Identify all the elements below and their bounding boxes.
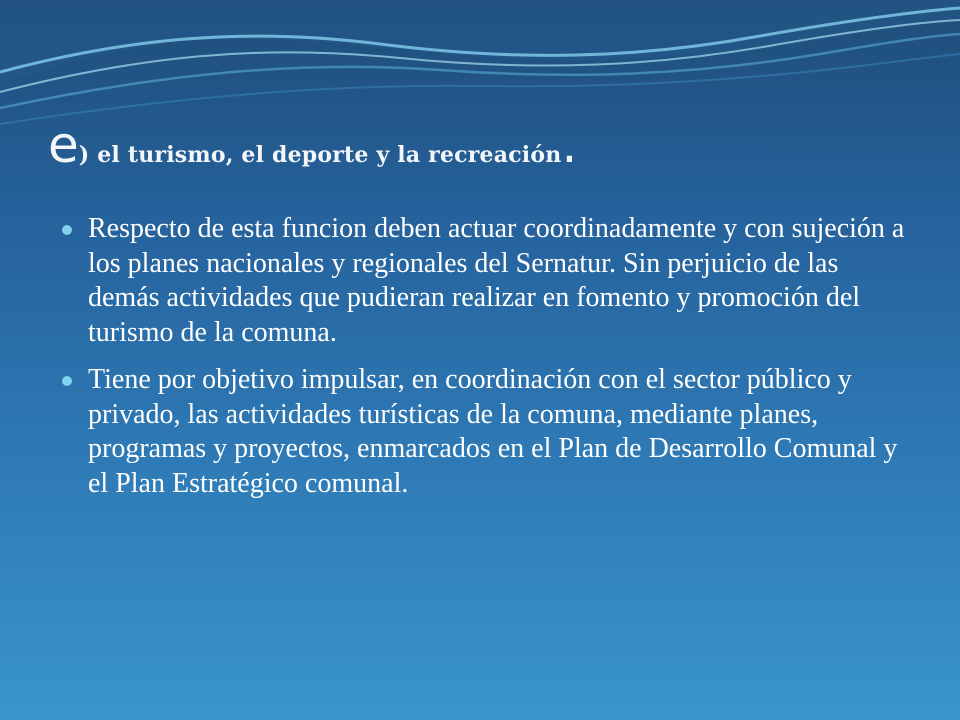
bullet-text: Tiene por objetivo impulsar, en coordinación con el sector público y privado, las actividades turísticas de la comuna, mediante planes, programas y proyectos, enmarcados en el Plan de Desarrollo Comunal y el Plan Estratégico comunal. (88, 364, 898, 499)
slide-title (48, 116, 928, 200)
title-leading-letter: e (48, 116, 79, 174)
bullet-list (56, 212, 916, 514)
bullet-item (56, 212, 916, 350)
decorative-waves (0, 0, 960, 140)
bullet-dot-icon (62, 225, 72, 235)
bullet-dot-icon (62, 376, 72, 386)
title-text: ) el turismo, el deporte y la recreación (78, 142, 562, 168)
bullet-item (56, 363, 916, 501)
bullet-text: Respecto de esta funcion deben actuar coordinadamente y con sujeción a los planes nacionales y regionales del Sernatur. Sin perjuicio de las demás actividades que pudieran realizar en fomento y promoción del turismo de la comuna. (88, 213, 905, 348)
title-period: . (561, 116, 578, 174)
